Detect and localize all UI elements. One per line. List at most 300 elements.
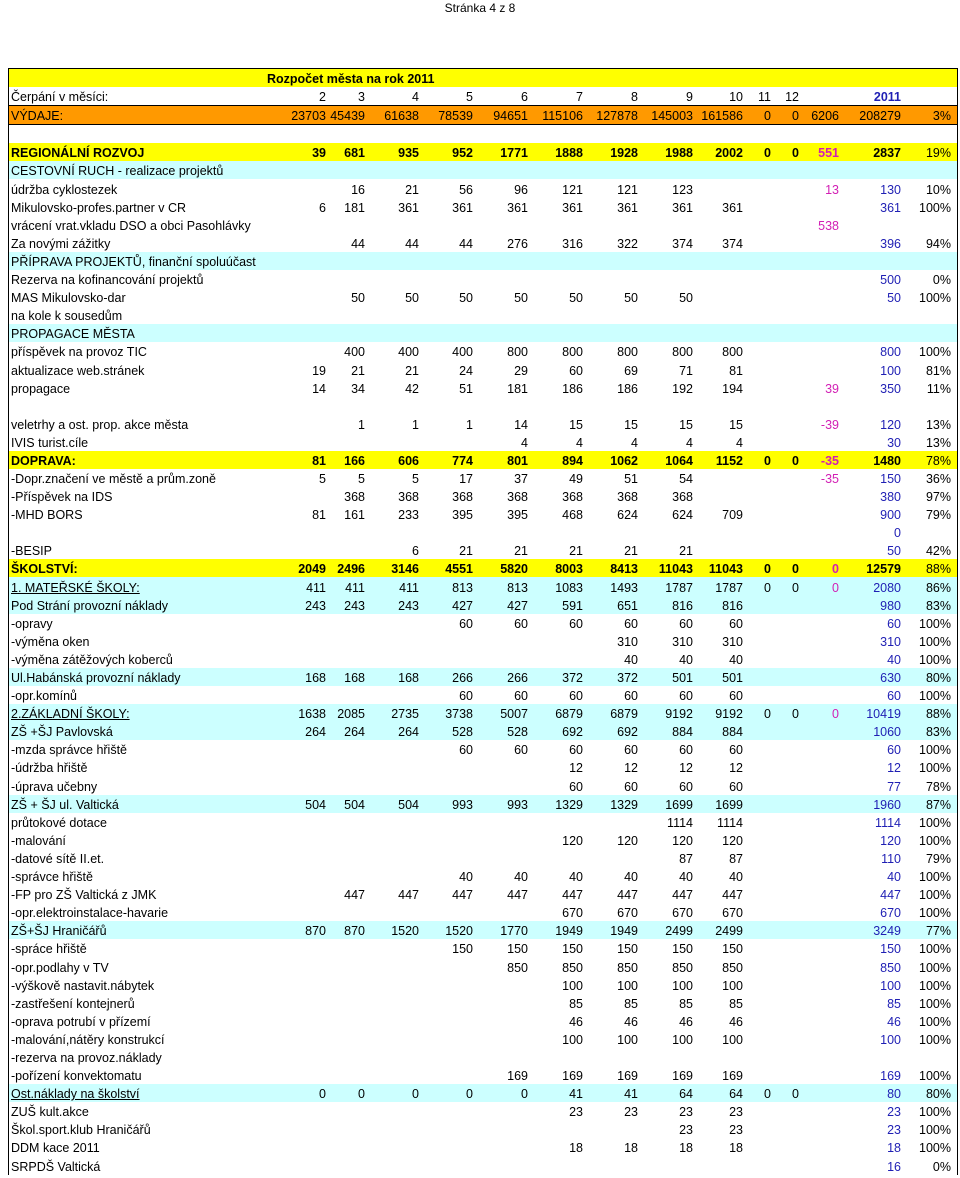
cell-col-1: 243 (305, 598, 326, 613)
cell-col-6: 361 (562, 200, 583, 215)
cell-col-14: 78% (925, 453, 951, 468)
table-row (9, 813, 957, 831)
table-row (9, 161, 957, 179)
cell-col-8: 1988 (665, 146, 693, 161)
cell-col-4: 266 (452, 671, 473, 685)
cell-col-9: 11043 (708, 562, 743, 577)
cell-col-11: 0 (792, 453, 799, 468)
table-row (9, 541, 957, 559)
cell-col-13: 40 (887, 870, 901, 885)
cell-col-7: 100 (617, 1032, 638, 1047)
budget-table (8, 68, 958, 1175)
row-label: Čerpání v měsíci: (11, 90, 109, 105)
table-row (9, 379, 957, 397)
cell-col-7: 169 (617, 1069, 638, 1084)
cell-col-7: 121 (617, 182, 638, 197)
table-row (9, 360, 957, 378)
cell-col-2: 504 (344, 797, 365, 812)
table-row (9, 849, 957, 867)
cell-col-13: 1480 (873, 453, 901, 468)
cell-col-14: 100% (919, 833, 951, 848)
cell-col-4: 1520 (445, 924, 473, 939)
cell-col-11: 12 (785, 90, 799, 105)
cell-col-1: 2049 (298, 562, 326, 577)
cell-col-8: 21 (679, 544, 693, 559)
table-row (9, 252, 957, 270)
cell-col-7: 23 (624, 1105, 638, 1120)
cell-col-7: 60 (624, 743, 638, 758)
cell-col-8: 800 (672, 345, 693, 360)
cell-col-13: 2011 (873, 90, 901, 105)
cell-col-14: 80% (925, 1087, 951, 1102)
cell-col-4: 447 (452, 888, 473, 903)
cell-col-14: 88% (925, 707, 951, 722)
cell-col-6: 60 (569, 743, 583, 758)
cell-col-4: 51 (459, 381, 473, 396)
table-row (9, 487, 957, 505)
table-row (9, 885, 957, 903)
row-label: -opr.podlahy v TV (11, 960, 109, 975)
cell-col-9: 60 (729, 689, 743, 704)
cell-col-13: 380 (880, 490, 901, 505)
cell-col-9: 670 (722, 906, 743, 921)
table-row (9, 198, 957, 216)
cell-col-14: 100% (919, 1141, 951, 1156)
cell-col-9: 81 (729, 363, 743, 378)
cell-col-9: 60 (729, 743, 743, 758)
cell-col-8: 60 (679, 616, 693, 631)
cell-col-3: 2735 (391, 707, 419, 722)
cell-col-14: 83% (925, 598, 951, 613)
cell-col-9: 18 (729, 1141, 743, 1156)
cell-col-8: 60 (679, 689, 693, 704)
table-row (9, 1120, 957, 1138)
cell-col-8: 145003 (651, 109, 693, 124)
cell-col-13: 1060 (873, 725, 901, 740)
cell-col-1: 23703 (291, 109, 326, 124)
cell-col-4: 368 (452, 490, 473, 505)
cell-col-6: 40 (569, 870, 583, 885)
cell-col-5: 5007 (500, 707, 528, 722)
cell-col-13: 361 (880, 200, 901, 215)
cell-col-3: 1520 (391, 924, 419, 939)
cell-col-6: 1949 (555, 924, 583, 939)
row-label: -výměna oken (11, 634, 90, 649)
row-label: ZŠ +ŠJ Pavlovská (11, 725, 113, 740)
cell-col-4: 774 (452, 453, 473, 468)
cell-col-8: 447 (672, 888, 693, 903)
cell-col-6: 316 (562, 236, 583, 251)
cell-col-8: 40 (679, 652, 693, 667)
table-row (9, 451, 957, 469)
cell-col-13: 50 (887, 291, 901, 306)
cell-col-7: 368 (617, 490, 638, 505)
cell-col-8: 123 (672, 182, 693, 197)
cell-col-9: 374 (722, 236, 743, 251)
cell-col-9: 2002 (715, 146, 743, 161)
row-label: -mzda správce hřiště (11, 743, 128, 758)
row-label: 2.ZÁKLADNÍ ŠKOLY: (11, 707, 130, 722)
cell-col-13: 396 (880, 236, 901, 251)
cell-col-6: 100 (562, 978, 583, 993)
cell-col-14: 100% (919, 689, 951, 704)
cell-col-8: 368 (672, 490, 693, 505)
row-label: ZUŠ kult.akce (11, 1105, 89, 1120)
cell-col-9: 100 (722, 978, 743, 993)
cell-col-3: 3146 (391, 562, 419, 577)
cell-col-14: 3% (932, 109, 951, 124)
table-row (9, 903, 957, 921)
cell-col-8: 18 (679, 1141, 693, 1156)
cell-col-5: 94651 (493, 109, 528, 124)
cell-col-12: 6206 (811, 109, 839, 124)
row-label: REGIONÁLNÍ ROZVOJ (11, 146, 145, 161)
cell-col-6: 50 (569, 291, 583, 306)
cell-col-13: 2837 (873, 146, 901, 161)
cell-col-7: 850 (617, 960, 638, 975)
cell-col-7: 50 (624, 291, 638, 306)
cell-col-7: 651 (617, 598, 638, 613)
cell-col-8: 169 (672, 1069, 693, 1084)
cell-col-8: 501 (672, 671, 693, 685)
table-row (9, 143, 957, 161)
cell-col-12: 39 (825, 381, 839, 396)
cell-col-9: 361 (722, 200, 743, 215)
cell-col-2: 50 (351, 291, 365, 306)
cell-col-13: 310 (880, 634, 901, 649)
cell-col-4: 3738 (445, 707, 473, 722)
row-label: Pod Strání provozní náklady (11, 598, 169, 613)
table-row (9, 632, 957, 650)
cell-col-8: 1699 (665, 797, 693, 812)
cell-col-14: 13% (925, 435, 951, 450)
cell-col-8: 2499 (665, 924, 693, 939)
table-row (9, 939, 957, 957)
cell-col-8: 150 (672, 942, 693, 957)
row-label: Škol.sport.klub Hraničářů (11, 1123, 151, 1138)
table-row (9, 1030, 957, 1048)
cell-col-7: 69 (624, 363, 638, 378)
cell-col-1: 870 (305, 924, 326, 939)
row-label: -BESIP (11, 544, 52, 559)
cell-col-3: 233 (398, 508, 419, 523)
table-row (9, 650, 957, 668)
cell-col-6: 186 (562, 381, 583, 396)
cell-col-8: 1114 (667, 815, 693, 830)
cell-col-2: 21 (351, 363, 365, 378)
cell-col-14: 100% (919, 906, 951, 921)
table-row (9, 105, 957, 125)
cell-col-7: 1062 (610, 453, 638, 468)
cell-col-8: 50 (679, 291, 693, 306)
cell-col-6: 21 (569, 544, 583, 559)
cell-col-8: 9192 (665, 707, 693, 722)
row-label: -údržba hřiště (11, 761, 88, 776)
cell-col-2: 5 (358, 471, 365, 486)
cell-col-13: 2080 (873, 580, 901, 595)
cell-col-14: 87% (925, 797, 951, 812)
cell-col-9: 850 (722, 960, 743, 975)
cell-col-8: 624 (672, 508, 693, 523)
cell-col-8: 60 (679, 743, 693, 758)
cell-col-13: 100 (880, 363, 901, 378)
cell-col-9: 310 (722, 634, 743, 649)
cell-col-13: 0 (894, 526, 901, 541)
cell-col-7: 60 (624, 779, 638, 794)
cell-col-14: 11% (926, 381, 951, 396)
cell-col-12: 13 (825, 182, 839, 197)
cell-col-14: 100% (919, 1014, 951, 1029)
cell-col-13: 120 (880, 417, 901, 432)
cell-col-13: 208279 (859, 109, 901, 124)
cell-col-3: 447 (398, 888, 419, 903)
cell-col-14: 100% (919, 1069, 951, 1084)
row-label: -FP pro ZŠ Valtická z JMK (11, 888, 157, 903)
table-row (9, 216, 957, 234)
cell-col-2: 243 (344, 598, 365, 613)
cell-col-7: 624 (617, 508, 638, 523)
cell-col-2: 45439 (330, 109, 365, 124)
cell-col-9: 23 (729, 1105, 743, 1120)
cell-col-14: 0% (932, 1159, 951, 1174)
cell-col-5: 181 (507, 381, 528, 396)
row-label: vrácení vrat.vkladu DSO a obci Pasohlávky (11, 218, 251, 233)
table-row (9, 1138, 957, 1156)
row-label: SRPDŠ Valtická (11, 1159, 101, 1174)
table-row (9, 87, 957, 105)
cell-col-14: 13% (925, 417, 951, 432)
cell-col-7: 150 (617, 942, 638, 957)
cell-col-5: 60 (514, 689, 528, 704)
table-title: Rozpočet města na rok 2011 (267, 72, 435, 87)
cell-col-7: 60 (624, 616, 638, 631)
cell-col-7: 372 (617, 671, 638, 685)
cell-col-5: 427 (507, 598, 528, 613)
cell-col-6: 1888 (555, 146, 583, 161)
cell-col-5: 1770 (500, 924, 528, 939)
cell-col-4: 44 (459, 236, 473, 251)
cell-col-5: 29 (514, 363, 528, 378)
cell-col-4: 150 (452, 942, 473, 957)
cell-col-13: 1960 (873, 797, 901, 812)
row-label: Rezerva na kofinancování projektů (11, 273, 204, 288)
cell-col-7: 4 (631, 435, 638, 450)
cell-col-13: 150 (880, 942, 901, 957)
table-row (9, 125, 957, 143)
cell-col-6: 121 (562, 182, 583, 197)
cell-col-13: 630 (880, 671, 901, 685)
cell-col-5: 528 (507, 725, 528, 740)
table-row (9, 994, 957, 1012)
row-label: 1. MATEŘSKÉ ŠKOLY: (11, 580, 140, 595)
cell-col-2: 0 (358, 1087, 365, 1102)
cell-col-8: 374 (672, 236, 693, 251)
cell-col-3: 42 (405, 381, 419, 396)
table-row (9, 831, 957, 849)
cell-col-13: 169 (880, 1069, 901, 1084)
cell-col-7: 447 (617, 888, 638, 903)
table-row (9, 614, 957, 632)
cell-col-14: 80% (925, 671, 951, 685)
table-row (9, 397, 957, 415)
cell-col-10: 0 (764, 580, 771, 595)
cell-col-6: 60 (569, 616, 583, 631)
cell-col-3: 5 (412, 471, 419, 486)
cell-col-4: 56 (459, 182, 473, 197)
cell-col-2: 264 (344, 725, 365, 740)
cell-col-13: 850 (880, 960, 901, 975)
cell-col-10: 0 (764, 109, 771, 124)
cell-col-7: 322 (617, 236, 638, 251)
cell-col-13: 3249 (873, 924, 901, 939)
cell-col-13: 350 (880, 381, 901, 396)
table-row (9, 1156, 957, 1174)
cell-col-13: 12579 (866, 562, 901, 577)
cell-col-4: 4551 (445, 562, 473, 577)
cell-col-11: 0 (792, 109, 799, 124)
cell-col-7: 18 (624, 1141, 638, 1156)
cell-col-6: 1083 (555, 580, 583, 595)
cell-col-2: 411 (345, 580, 365, 595)
cell-col-14: 42% (925, 544, 951, 559)
table-row (9, 668, 957, 686)
cell-col-14: 100% (919, 978, 951, 993)
cell-col-14: 88% (925, 562, 951, 577)
cell-col-13: 23 (887, 1105, 901, 1120)
row-label: -rezerva na provoz.náklady (11, 1050, 162, 1065)
cell-col-8: 11043 (658, 562, 693, 577)
cell-col-2: 3 (358, 90, 365, 105)
cell-col-9: 9192 (715, 707, 743, 722)
table-row (9, 921, 957, 939)
cell-col-8: 816 (672, 598, 693, 613)
cell-col-6: 1329 (555, 797, 583, 812)
cell-col-7: 1329 (610, 797, 638, 812)
cell-col-2: 2085 (337, 707, 365, 722)
cell-col-5: 361 (507, 200, 528, 215)
cell-col-5: 800 (507, 345, 528, 360)
cell-col-3: 368 (398, 490, 419, 505)
row-label: Ost.náklady na školství (11, 1087, 140, 1102)
row-label: -malování (11, 833, 66, 848)
cell-col-7: 46 (624, 1014, 638, 1029)
cell-col-8: 60 (679, 779, 693, 794)
cell-col-4: 78539 (438, 109, 473, 124)
cell-col-14: 79% (925, 851, 951, 866)
cell-col-14: 97% (925, 490, 951, 505)
table-row (9, 776, 957, 794)
cell-col-13: 30 (887, 435, 901, 450)
cell-col-14: 19% (925, 146, 951, 161)
row-label: ZŠ + ŠJ ul. Valtická (11, 797, 119, 812)
cell-col-7: 670 (617, 906, 638, 921)
cell-col-2: 368 (344, 490, 365, 505)
table-row (9, 523, 957, 541)
cell-col-13: 800 (880, 345, 901, 360)
table-row (9, 1066, 957, 1084)
cell-col-13: 100 (880, 978, 901, 993)
cell-col-4: 395 (452, 508, 473, 523)
cell-col-2: 870 (344, 924, 365, 939)
cell-col-6: 120 (562, 833, 583, 848)
cell-col-14: 77% (925, 924, 951, 939)
cell-col-6: 368 (562, 490, 583, 505)
cell-col-8: 64 (679, 1087, 693, 1102)
cell-col-3: 0 (412, 1087, 419, 1102)
cell-col-11: 0 (792, 707, 799, 722)
table-row (9, 596, 957, 614)
cell-col-5: 50 (514, 291, 528, 306)
page-header: Stránka 4 z 8 (444, 1, 516, 15)
cell-col-1: 168 (305, 671, 326, 685)
cell-col-7: 361 (617, 200, 638, 215)
cell-col-7: 51 (624, 471, 638, 486)
cell-col-9: 169 (722, 1069, 743, 1084)
cell-col-2: 400 (344, 345, 365, 360)
row-label: PŘÍPRAVA PROJEKTŮ, finanční spoluúčast (11, 254, 256, 269)
cell-col-6: 8003 (555, 562, 583, 577)
row-label: na kole k sousedům (11, 309, 123, 324)
cell-col-5: 96 (514, 182, 528, 197)
cell-col-14: 100% (919, 942, 951, 957)
cell-col-13: 150 (880, 471, 901, 486)
cell-col-4: 60 (459, 616, 473, 631)
cell-col-5: 40 (514, 870, 528, 885)
cell-col-2: 681 (344, 146, 365, 161)
cell-col-10: 0 (764, 707, 771, 722)
table-row (9, 722, 957, 740)
table-row (9, 758, 957, 776)
cell-col-6: 18 (569, 1141, 583, 1156)
cell-col-13: 23 (887, 1123, 901, 1138)
table-row (9, 505, 957, 523)
cell-col-2: 168 (344, 671, 365, 685)
cell-col-11: 0 (792, 580, 799, 595)
cell-col-8: 1787 (665, 580, 693, 595)
cell-col-13: 60 (887, 743, 901, 758)
cell-col-3: 61638 (384, 109, 419, 124)
cell-col-11: 0 (792, 1087, 799, 1102)
cell-col-6: 894 (562, 453, 583, 468)
cell-col-13: 60 (887, 616, 901, 631)
cell-col-14: 100% (919, 761, 951, 776)
cell-col-5: 4 (521, 435, 528, 450)
cell-col-9: 1114 (717, 815, 743, 830)
cell-col-13: 12 (887, 761, 901, 776)
cell-col-7: 800 (617, 345, 638, 360)
cell-col-10: 0 (764, 453, 771, 468)
cell-col-1: 39 (312, 146, 326, 161)
cell-col-5: 14 (514, 417, 528, 432)
cell-col-7: 15 (624, 417, 638, 432)
cell-col-6: 46 (569, 1014, 583, 1029)
cell-col-3: 21 (405, 363, 419, 378)
cell-col-4: 427 (452, 598, 473, 613)
row-label: -pořízení konvektomatu (11, 1069, 142, 1084)
cell-col-5: 0 (521, 1087, 528, 1102)
cell-col-14: 100% (919, 291, 951, 306)
cell-col-6: 447 (562, 888, 583, 903)
cell-col-12: 0 (832, 707, 839, 722)
row-label: -výměna zátěžových koberců (11, 652, 173, 667)
cell-col-7: 12 (624, 761, 638, 776)
cell-col-6: 15 (569, 417, 583, 432)
cell-col-13: 40 (887, 652, 901, 667)
row-label: -zastřešení kontejnerů (11, 996, 135, 1011)
cell-col-2: 166 (344, 453, 365, 468)
row-label: -správce hřiště (11, 870, 93, 885)
cell-col-10: 0 (764, 146, 771, 161)
